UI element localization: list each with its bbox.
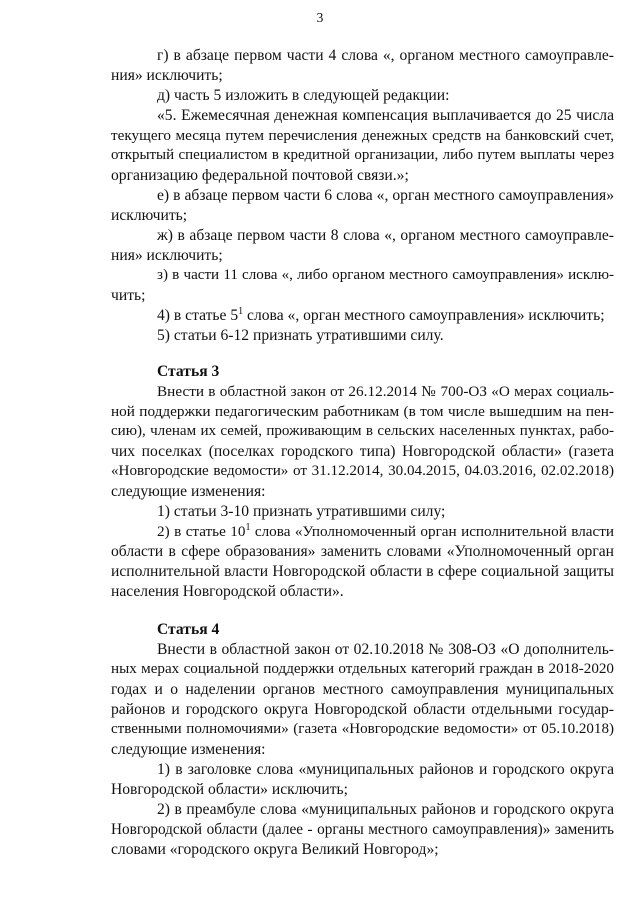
text-line: 2) в преамбуле слова «муниципальных районов и городского округа (157, 801, 614, 818)
text-line: чить; (111, 287, 146, 304)
text-line: ния» исключить; (111, 247, 223, 264)
text-line: ния» исключить; (111, 67, 223, 84)
text-line: годах и о наделении органов местного самоуправления муниципальных (111, 681, 614, 698)
text-line: Новгородской области» исключить; (111, 781, 348, 798)
text-line: 4) в статье $5^1$ слова «, орган местного самоуправления» исключить; (157, 306, 605, 324)
text-line: словами «городского округа Великий Новгород»; (111, 841, 439, 858)
text-line: 1) статьи 3-10 признать утратившими силу; (157, 503, 446, 520)
text-line: области в сфере образования» заменить словами «Уполномоченный орган (111, 543, 614, 560)
text-line: открытый специалистом в кредитной организации, либо путем выплаты через (111, 147, 614, 163)
text-line: з) в части 11 слова «, либо органом местного самоуправления» исклю- (157, 267, 614, 283)
text-line: «5. Ежемесячная денежная компенсация выплачивается до 25 числа (157, 107, 614, 124)
text-line: е) в абзаце первом части 6 слова «, орган местного самоуправления» (157, 187, 614, 204)
article-heading: Статья 4 (157, 621, 220, 638)
text-line: Новгородской области (далее - органы местного самоуправления)» заменить (111, 821, 614, 838)
superscript: 1 (245, 522, 251, 533)
text-line: «Новгородские ведомости» от 31.12.2014, 30.04.2015, 04.03.2016, 02.02.2018) (111, 463, 614, 479)
text-line: населения Новгородской области». (111, 583, 344, 600)
text-line: 2) в статье $10^1$ слова «Уполномоченный орган исполнительной власти (157, 522, 614, 540)
text-line: г) в абзаце первом части 4 слова «, органом местного самоуправле- (157, 47, 614, 64)
text-line: следующие изменения: (111, 483, 266, 500)
text-line: следующие изменения: (111, 741, 266, 758)
article-heading: Статья 3 (157, 363, 220, 380)
superscript: 1 (238, 306, 244, 317)
text-line: Внести в областной закон от 02.10.2018 № 308-ОЗ «О дополнитель- (157, 641, 614, 658)
text-line: 1) в заголовке слова «муниципальных районов и городского округа (157, 761, 614, 778)
text-line: ной поддержки педагогическим работникам (в том числе вышедшим на пен- (111, 403, 614, 420)
text-line: организацию федеральной почтовой связи.»; (111, 167, 409, 184)
text-line: исключить; (111, 207, 188, 224)
text-line: сию), членам их семей, проживающим в сельских населенных пунктах, рабо- (111, 423, 614, 439)
text-line: ственными полномочиями» (газета «Новгородские ведомости» от 05.10.2018) (111, 721, 614, 737)
text-line: д) часть 5 изложить в следующей редакции: (157, 87, 450, 104)
text-line: чих поселках (поселках городского типа) Новгородской области» (газета (111, 443, 614, 460)
page-number: 3 (316, 10, 324, 25)
text-line: ных мерах социальной поддержки отдельных категорий граждан в 2018-2020 (111, 661, 614, 677)
text-line: Внести в областной закон от 26.12.2014 № 700-ОЗ «О мерах социаль- (157, 383, 614, 400)
text-line: районов и городского округа Новгородской области отдельными государ- (111, 701, 614, 718)
text-line: ж) в абзаце первом части 8 слова «, органом местного самоуправле- (157, 227, 614, 244)
text-line: исполнительной власти Новгородской области в сфере социальной защиты (111, 563, 614, 580)
text-line: текущего месяца путем перечисления денежных средств на банковский счет, (111, 127, 614, 144)
text-line: 5) статьи 6-12 признать утратившими силу. (157, 327, 444, 344)
